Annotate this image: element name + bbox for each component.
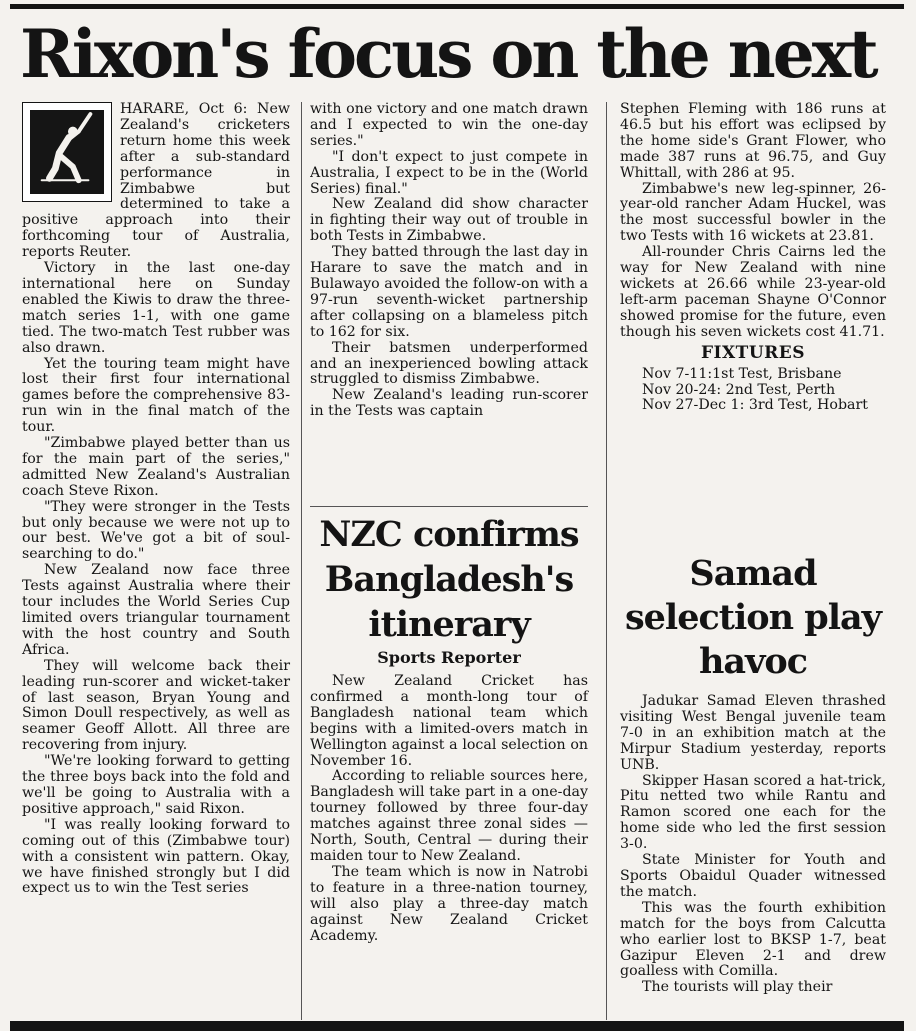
paragraph: New Zealand Cricket has confirmed a month-long tour of Bangladesh national team which begins with a limited-overs match in Wellington against a local selection on November 16.	[310, 673, 588, 769]
paragraph: Jadukar Samad Eleven thrashed visiting West Bengal juvenile team 7-0 in an exhibition match at the Mirpur Stadium yesterday, reports UNB.	[620, 693, 886, 773]
paragraph: This was the fourth exhibition match for the boys from Calcutta who earlier lost to BKSP 1-7, beat Gazipur Eleven 2-1 and drew goalless with Comilla.	[620, 899, 886, 980]
article-column-1	[22, 102, 290, 897]
paragraph: HARARE, Oct 6: New Zealand's cricketers return home this week after a sub-standard performance in Zimbabwe but determined to take a positive approach into their forthcoming tour of Australia, reports Reuter.	[22, 101, 290, 261]
paragraph: with one victory and one match drawn and I expected to win the one-day series."	[310, 102, 588, 149]
byline: Sports Reporter	[377, 648, 521, 667]
paragraph: New Zealand's leading run-scorer in the Tests was captain	[310, 387, 588, 420]
story-headline	[310, 512, 588, 667]
column-divider	[301, 102, 302, 1020]
paragraph: "We're looking forward to getting the three boys back into the fold and we'll be going to Australia with a positive approach," said Rixon.	[22, 753, 290, 817]
fixture-item: Nov 20-24: 2nd Test, Perth	[642, 381, 836, 398]
paragraph: "Zimbabwe played better than us for the main part of the series," admitted New Zealand's Australian coach Steve Rixon.	[22, 435, 290, 499]
article-column-2	[310, 102, 588, 506]
fixture-item: Nov 7-11:1st Test, Brisbane	[642, 365, 842, 382]
paragraph: Yet the touring team might have lost their first four international games before the comprehensive 83-run win in the final match of the tour.	[22, 355, 290, 436]
paragraph: "I don't expect to just compete in Australia, I expect to be in the (World Series) final."	[310, 148, 588, 197]
paragraph: New Zealand now face three Tests against Australia where their tour includes the World Series Cup limited overs triangular tournament with the host country and South Africa.	[22, 562, 290, 658]
paragraph: They will welcome back their leading run-scorer and wicket-taker of last season, Bryan Young and Simon Doull respectively, as well as seamer Geoff Allott. All three are recovering from injury.	[22, 657, 290, 754]
story-headline: Samad selection play havoc	[624, 553, 882, 682]
paragraph: All-rounder Chris Cairns led the way for New Zealand with nine wickets at 26.66 while 23-year-old left-arm paceman Shayne O'Connor showed promise for the future, even though his seven wickets cost 41.71.	[620, 244, 886, 340]
fixture-item: Nov 27-Dec 1: 3rd Test, Hobart	[642, 397, 868, 414]
story-headline-text: NZC confirms Bangladesh's itinerary	[319, 514, 579, 645]
paragraph: They batted through the last day in Harare to save the match and in Bulawayo avoided the follow-on with a 97-run seventh-wicket partnership after collapsing on a blameless pitch to 162 for six.	[310, 244, 588, 340]
main-headline: Rixon's focus on the next	[20, 15, 876, 93]
cricket-batsman-icon	[22, 102, 112, 202]
story-body	[620, 694, 886, 996]
fixtures-title: FIXTURES	[700, 342, 806, 363]
paragraph: Victory in the last one-day international here on Sunday enabled the Kiwis to draw the three-match series 1-1, with one game tied. The two-match Test rubber was also drawn.	[22, 260, 290, 356]
paragraph: "They were stronger in the Tests but only because we were not up to our best. We've got a bit of soul-searching to do."	[22, 498, 290, 563]
bottom-rule	[10, 1021, 904, 1031]
paragraph: New Zealand did show character in fighting their way out of trouble in both Tests in Zimbabwe.	[310, 196, 588, 245]
paragraph: Their batsmen underperformed and an inexperienced bowling attack struggled to dismiss Zimbabwe.	[310, 339, 588, 388]
top-rule	[10, 4, 904, 9]
paragraph: Stephen Fleming with 186 runs at 46.5 but his effort was eclipsed by the home side's Grant Flower, who made 387 runs at 96.75, and Guy Whittall, with 286 at 95.	[620, 101, 886, 181]
paragraph: "I was really looking forward to coming out of this (Zimbabwe tour) with a consistent win pattern. Okay, we have finished strongly but I did expect us to win the Test series	[22, 816, 290, 897]
paragraph: According to reliable sources here, Bangladesh will take part in a one-day tourney followed by three four-day matches against three zonal sides — North, South, Central — during their maiden tour to New Zealand.	[310, 768, 588, 864]
article-column-3	[620, 102, 886, 414]
column-divider	[606, 102, 607, 1020]
paragraph: State Minister for Youth and Sports Obaidul Quader witnessed the match.	[620, 852, 886, 900]
paragraph: The tourists will play their	[642, 979, 833, 996]
paragraph: Zimbabwe's new leg-spinner, 26-year-old rancher Adam Huckel, was the most successful bowler in the two Tests with 16 wickets at 23.81.	[620, 180, 886, 245]
story-body	[310, 674, 588, 944]
story-divider	[310, 506, 588, 507]
paragraph: Skipper Hasan scored a hat-trick, Pitu netted two while Rantu and Ramon scored one each for the home side who led the first session 3-0.	[620, 772, 886, 853]
paragraph: The team which is now in Natrobi to feature in a three-nation tourney, will also play a three-day match against New Zealand Cricket Academy.	[310, 863, 588, 944]
